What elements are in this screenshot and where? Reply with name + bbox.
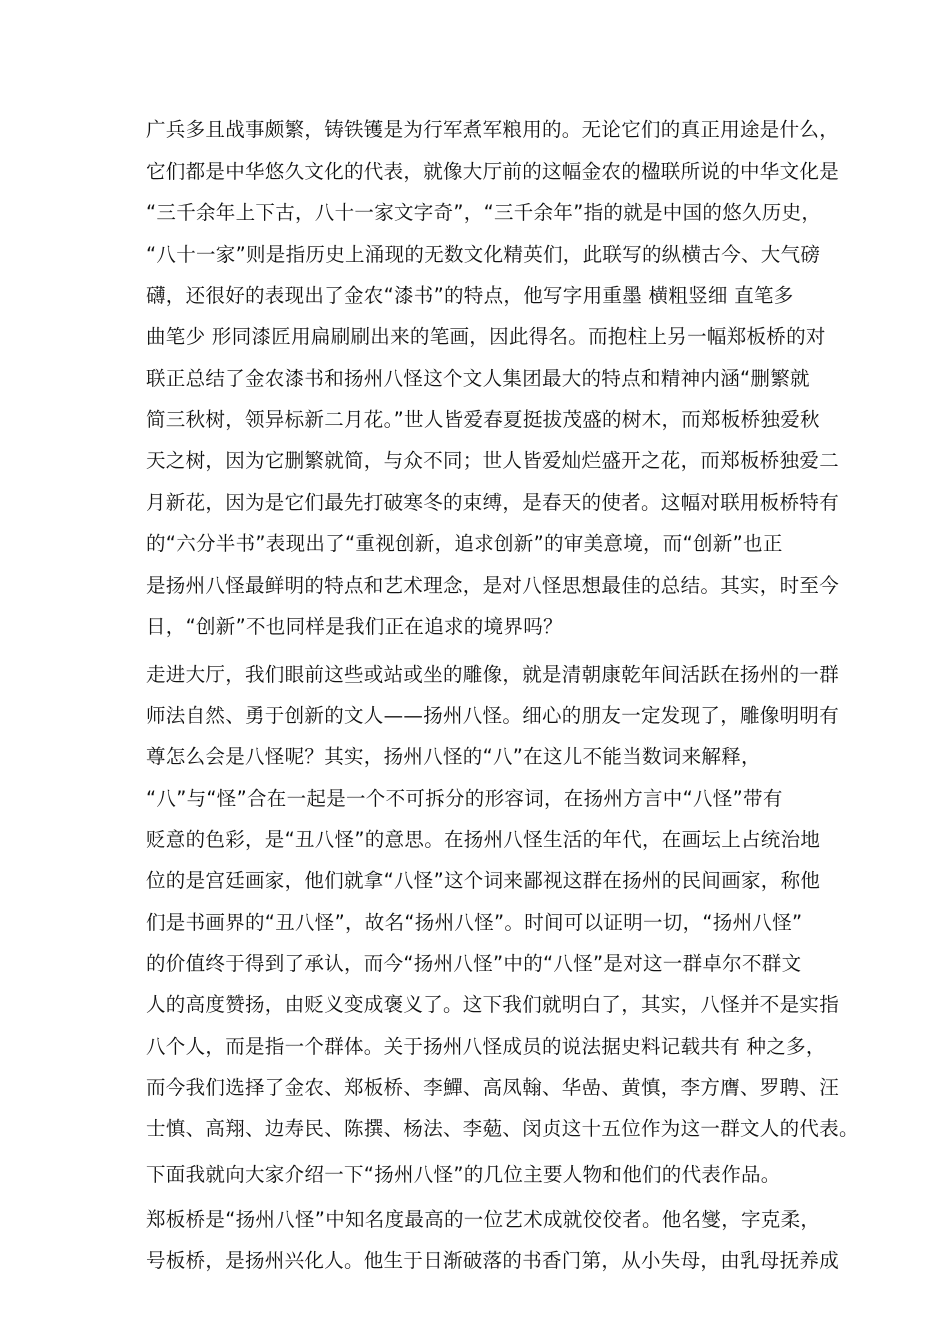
text-line: 简三秋树，领异标新二月花。”世人皆爱春夏挺拔茂盛的树木，而郑板桥独爱秋 xyxy=(146,408,820,431)
text-line: 位的是宫廷画家，他们就拿“八怪”这个词来鄙视这群在扬州的民间画家，称他 xyxy=(146,869,821,892)
text-line: 师法自然、勇于创新的文人——扬州八怪。细心的朋友一定发现了，雕像明明有 xyxy=(146,704,840,727)
text-line: “八十一家”则是指历史上涌现的无数文化精英们，此联写的纵横古今、大气磅 xyxy=(146,243,821,266)
text-line: 月新花，因为是它们最先打破寒冬的束缚，是春天的使者。这幅对联用板桥特有 xyxy=(146,491,840,514)
text-line: 日，“创新”不也同样是我们正在追求的境界吗？ xyxy=(146,615,563,638)
text-line: 尊怎么会是八怪呢？其实，扬州八怪的“八”在这儿不能当数词来解释， xyxy=(146,745,761,768)
text-line: 曲笔少 形同漆匠用扁刷刷出来的笔画，因此得名。而抱柱上另一幅郑板桥的对 xyxy=(146,325,826,348)
text-line: 是扬州八怪最鲜明的特点和艺术理念，是对八怪思想最佳的总结。其实，时至今 xyxy=(146,574,840,597)
text-line: 人的高度赞扬，由贬义变成褒义了。这下我们就明白了，其实，八怪并不是实指 xyxy=(146,993,840,1016)
text-line: 天之树，因为它删繁就简，与众不同；世人皆爱灿烂盛开之花，而郑板桥独爱二 xyxy=(146,449,840,472)
text-line: 士慎、高翔、边寿民、陈撰、杨法、李葂、闵贞这十五位作为这一群文人的代表。 xyxy=(146,1117,859,1140)
text-line: 的价值终于得到了承认，而今“扬州八怪”中的“八怪”是对这一群卓尔不群文 xyxy=(146,952,802,975)
text-line: 八个人，而是指一个群体。关于扬州八怪成员的说法据史料记载共有 种之多， xyxy=(146,1035,826,1058)
text-line: 们是书画界的“丑八怪”，故名“扬州八怪”。时间可以证明一切，“扬州八怪” xyxy=(146,911,803,934)
text-line: 的“六分半书”表现出了“重视创新，追求创新”的审美意境，而“创新”也正 xyxy=(146,532,783,555)
text-line: 而今我们选择了金农、郑板桥、李鱓、高凤翰、华嵒、黄慎，李方膺、罗聘、汪 xyxy=(146,1076,840,1099)
text-line: 广兵多且战事颇繁，铸铁镬是为行军煮军粮用的。无论它们的真正用途是什么， xyxy=(146,118,840,141)
text-line: 郑板桥是“扬州八怪”中知名度最高的一位艺术成就佼佼者。他名燮，字克柔， xyxy=(146,1208,821,1231)
text-line: 贬意的色彩，是“丑八怪”的意思。在扬州八怪生活的年代，在画坛上占统治地 xyxy=(146,828,821,851)
text-line: “八”与“怪”合在一起是一个不可拆分的形容词，在扬州方言中“八怪”带有 xyxy=(146,787,783,810)
text-line: 礴，还很好的表现出了金农“漆书”的特点，他写字用重墨 横粗竖细 直笔多 xyxy=(146,284,794,307)
text-line: 走进大厅，我们眼前这些或站或坐的雕像，就是清朝康乾年间活跃在扬州的一群 xyxy=(146,663,840,686)
text-line: 号板桥，是扬州兴化人。他生于日渐破落的书香门第，从小失母，由乳母抚养成 xyxy=(146,1249,840,1272)
text-line: “三千余年上下古，八十一家文字奇”，“三千余年”指的就是中国的悠久历史， xyxy=(146,201,822,224)
text-line: 下面我就向大家介绍一下“扬州八怪”的几位主要人物和他们的代表作品。 xyxy=(146,1163,781,1186)
text-line: 联正总结了金农漆书和扬州八怪这个文人集团最大的特点和精神内涵“删繁就 xyxy=(146,367,810,390)
text-line: 它们都是中华悠久文化的代表，就像大厅前的这幅金农的楹联所说的中华文化是 xyxy=(146,160,840,183)
